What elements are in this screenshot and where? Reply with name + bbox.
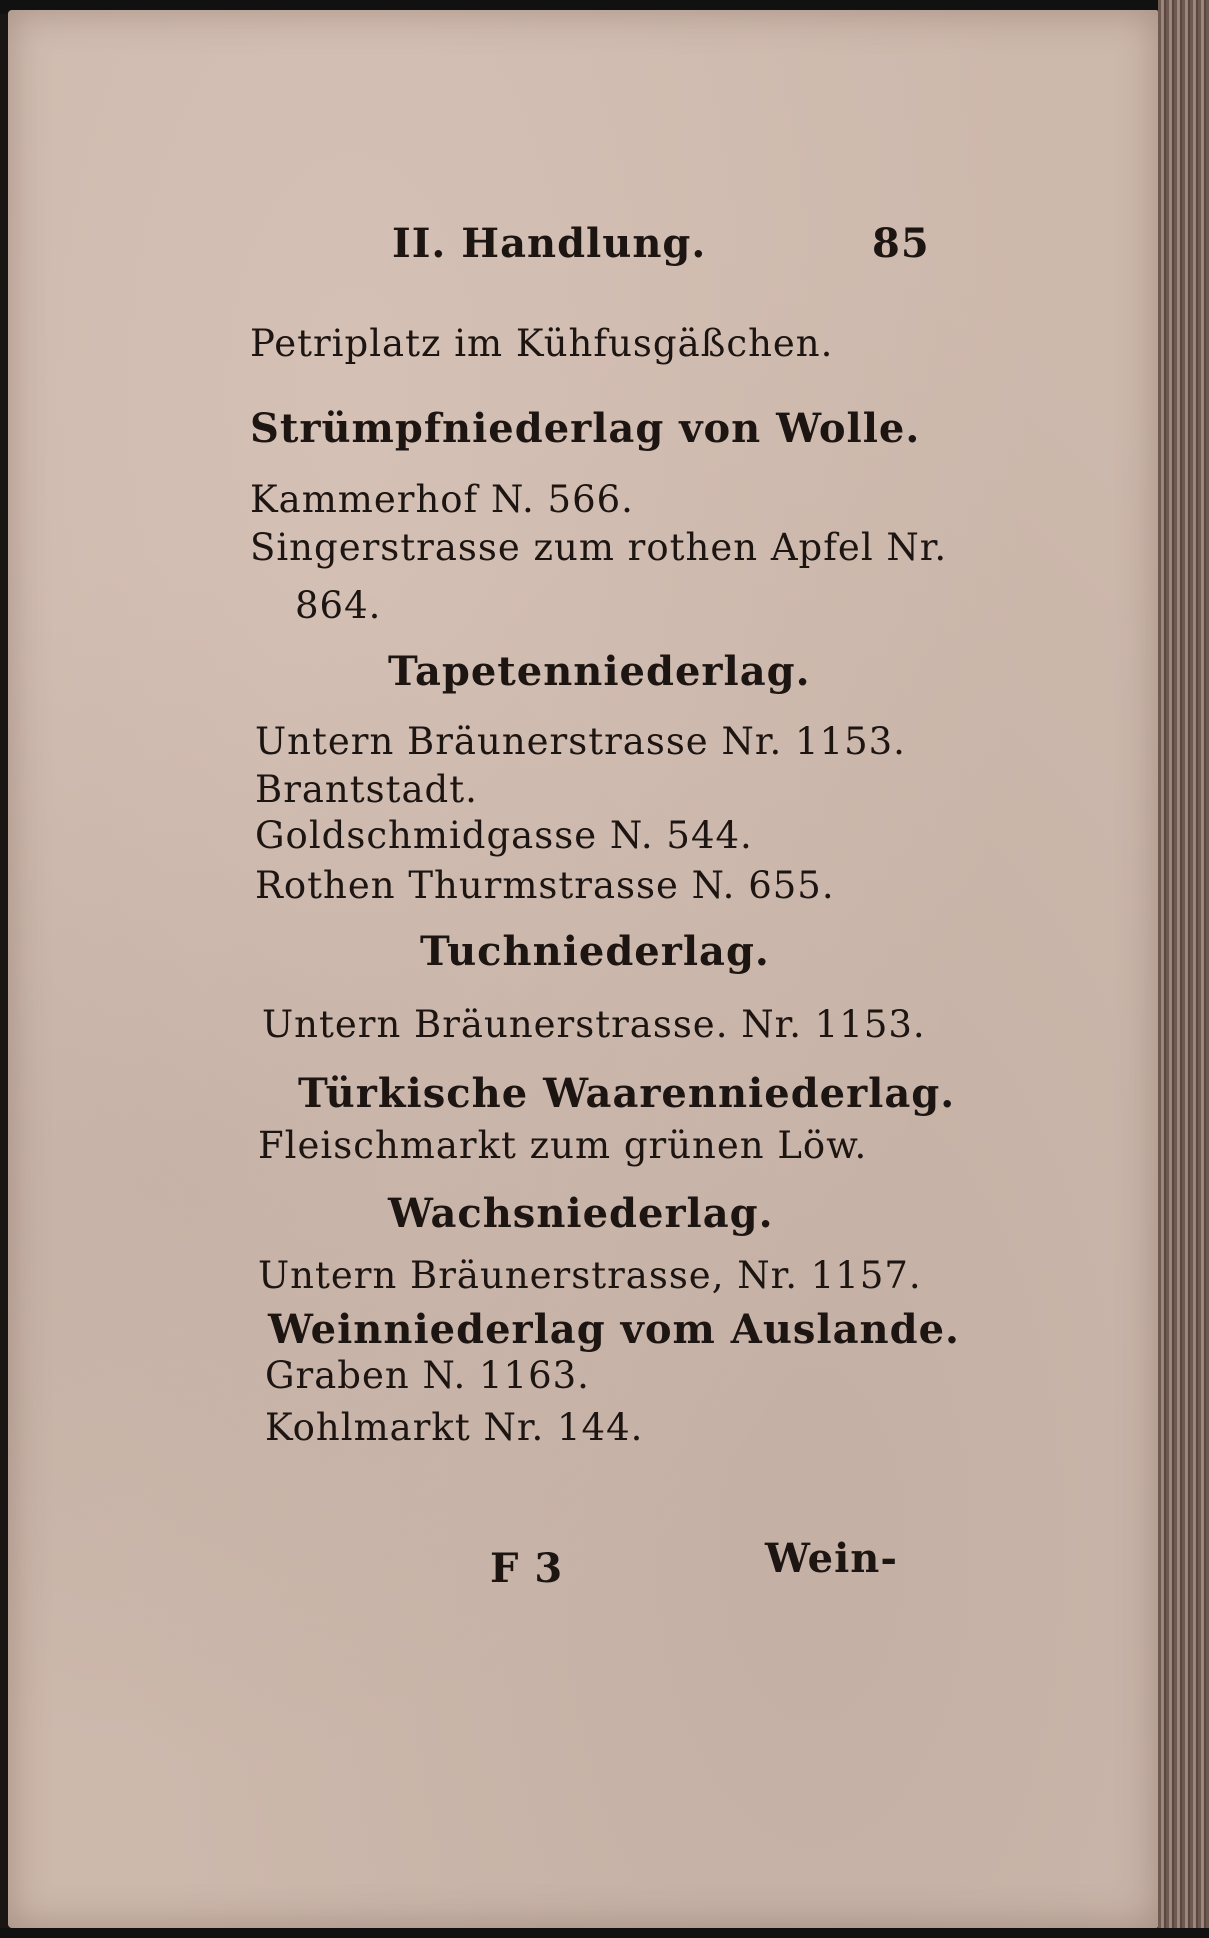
section-heading: Tuchniederlag. (420, 928, 770, 975)
address-line: Petriplatz im Kühfusgäßchen. (250, 322, 834, 365)
address-line: Untern Bräunerstrasse. Nr. 1153. (262, 1003, 926, 1046)
address-line: Untern Bräunerstrasse Nr. 1153. (255, 720, 906, 763)
section-heading: Türkische Waarenniederlag. (298, 1070, 956, 1117)
address-line: Fleischmarkt zum grünen Löw. (258, 1124, 868, 1167)
address-line: Goldschmidgasse N. 544. (255, 814, 753, 857)
address-line: Untern Bräunerstrasse, Nr. 1157. (258, 1254, 922, 1297)
address-line: Kammerhof N. 566. (250, 478, 634, 521)
section-heading: Weinniederlag vom Auslande. (268, 1306, 960, 1353)
address-line: Rothen Thurmstrasse N. 655. (255, 864, 835, 907)
section-heading: Wachsniederlag. (388, 1190, 774, 1237)
address-line: Singerstrasse zum rothen Apfel Nr. (250, 526, 948, 569)
running-head: II. Handlung. (392, 220, 707, 267)
address-line: Kohlmarkt Nr. 144. (265, 1406, 644, 1449)
section-heading: Tapetenniederlag. (388, 648, 811, 695)
address-line: Graben N. 1163. (265, 1354, 590, 1397)
page-number: 85 (872, 220, 930, 267)
address-line: Brantstadt. (255, 768, 478, 811)
book-fore-edge (1158, 0, 1209, 1938)
catchword: Wein- (765, 1535, 898, 1582)
signature-mark: F 3 (490, 1545, 564, 1592)
bottom-shadow (0, 1928, 1209, 1938)
section-heading: Strümpfniederlag von Wolle. (250, 405, 921, 452)
address-line: 864. (295, 584, 382, 627)
